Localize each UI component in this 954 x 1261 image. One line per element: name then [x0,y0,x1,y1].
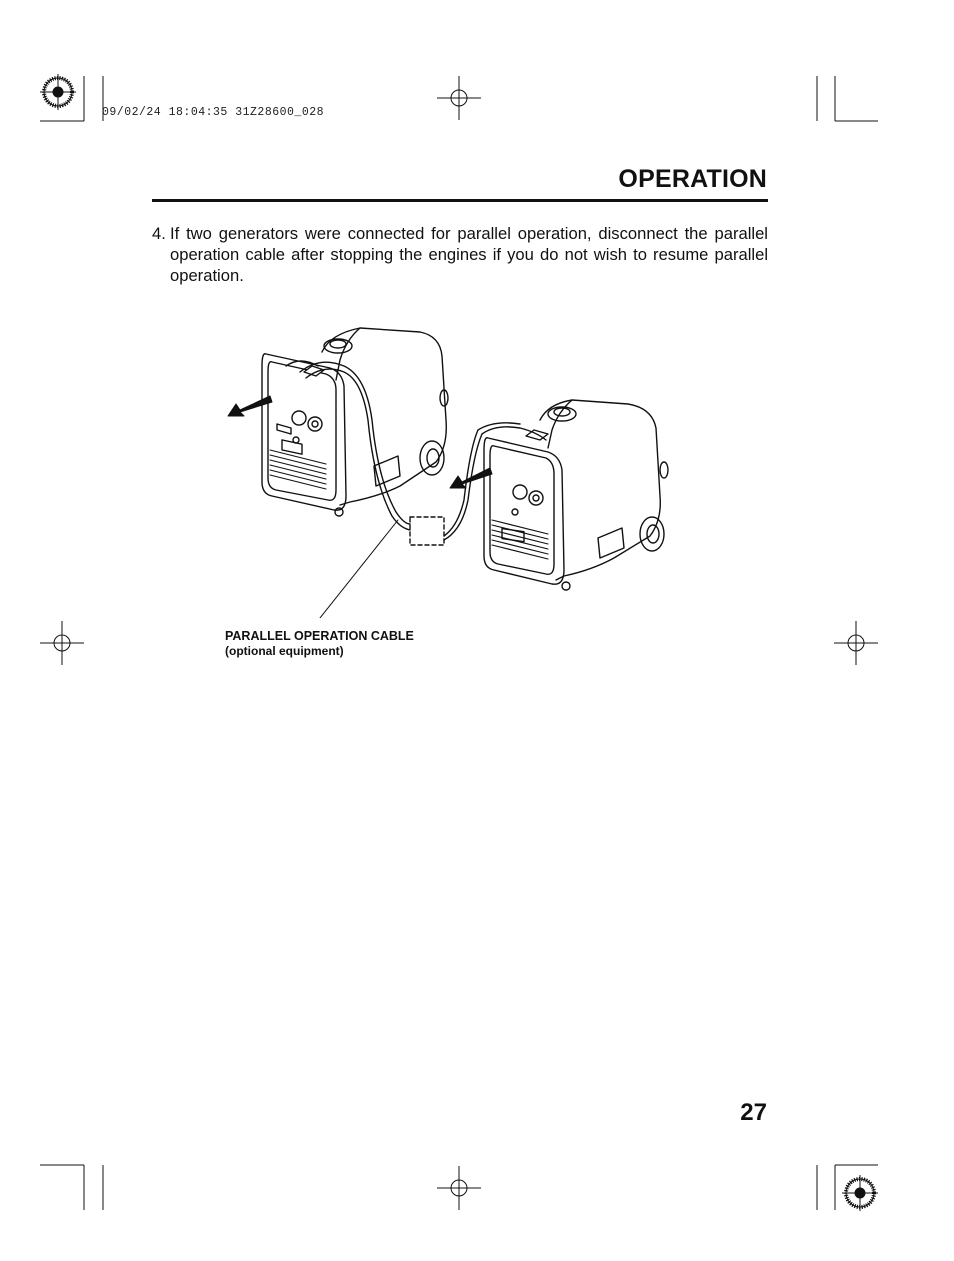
crosshair-bottom-center [437,1166,481,1210]
step-text: If two generators were connected for parallel operation, disconnect the parallel operation cable after stopping the engines if you do not wish to resume parallel operation. [170,224,768,285]
crosshair-top-center [437,76,481,120]
page-number: 27 [740,1099,767,1126]
registration-starburst-top-left [40,74,76,110]
title-rule [152,199,768,202]
crosshair-mid-right [834,621,878,665]
step-4 [152,223,768,286]
registration-starburst-bottom-right [842,1175,878,1211]
figure-caption [225,629,414,659]
caption-leader-line [312,520,398,618]
caption-line-1: PARALLEL OPERATION CABLE [225,629,414,643]
section-title: OPERATION [618,165,767,193]
right-generator [450,400,668,590]
crosshair-mid-left [40,621,84,665]
step-number: 4. [152,224,166,243]
parallel-cable [300,362,546,545]
caption-line-2: (optional equipment) [225,644,344,658]
print-timestamp: 09/02/24 18:04:35 31Z28600_028 [102,106,325,119]
cable-connection-box [410,517,444,545]
generators-illustration [220,318,680,618]
left-generator [228,328,448,516]
